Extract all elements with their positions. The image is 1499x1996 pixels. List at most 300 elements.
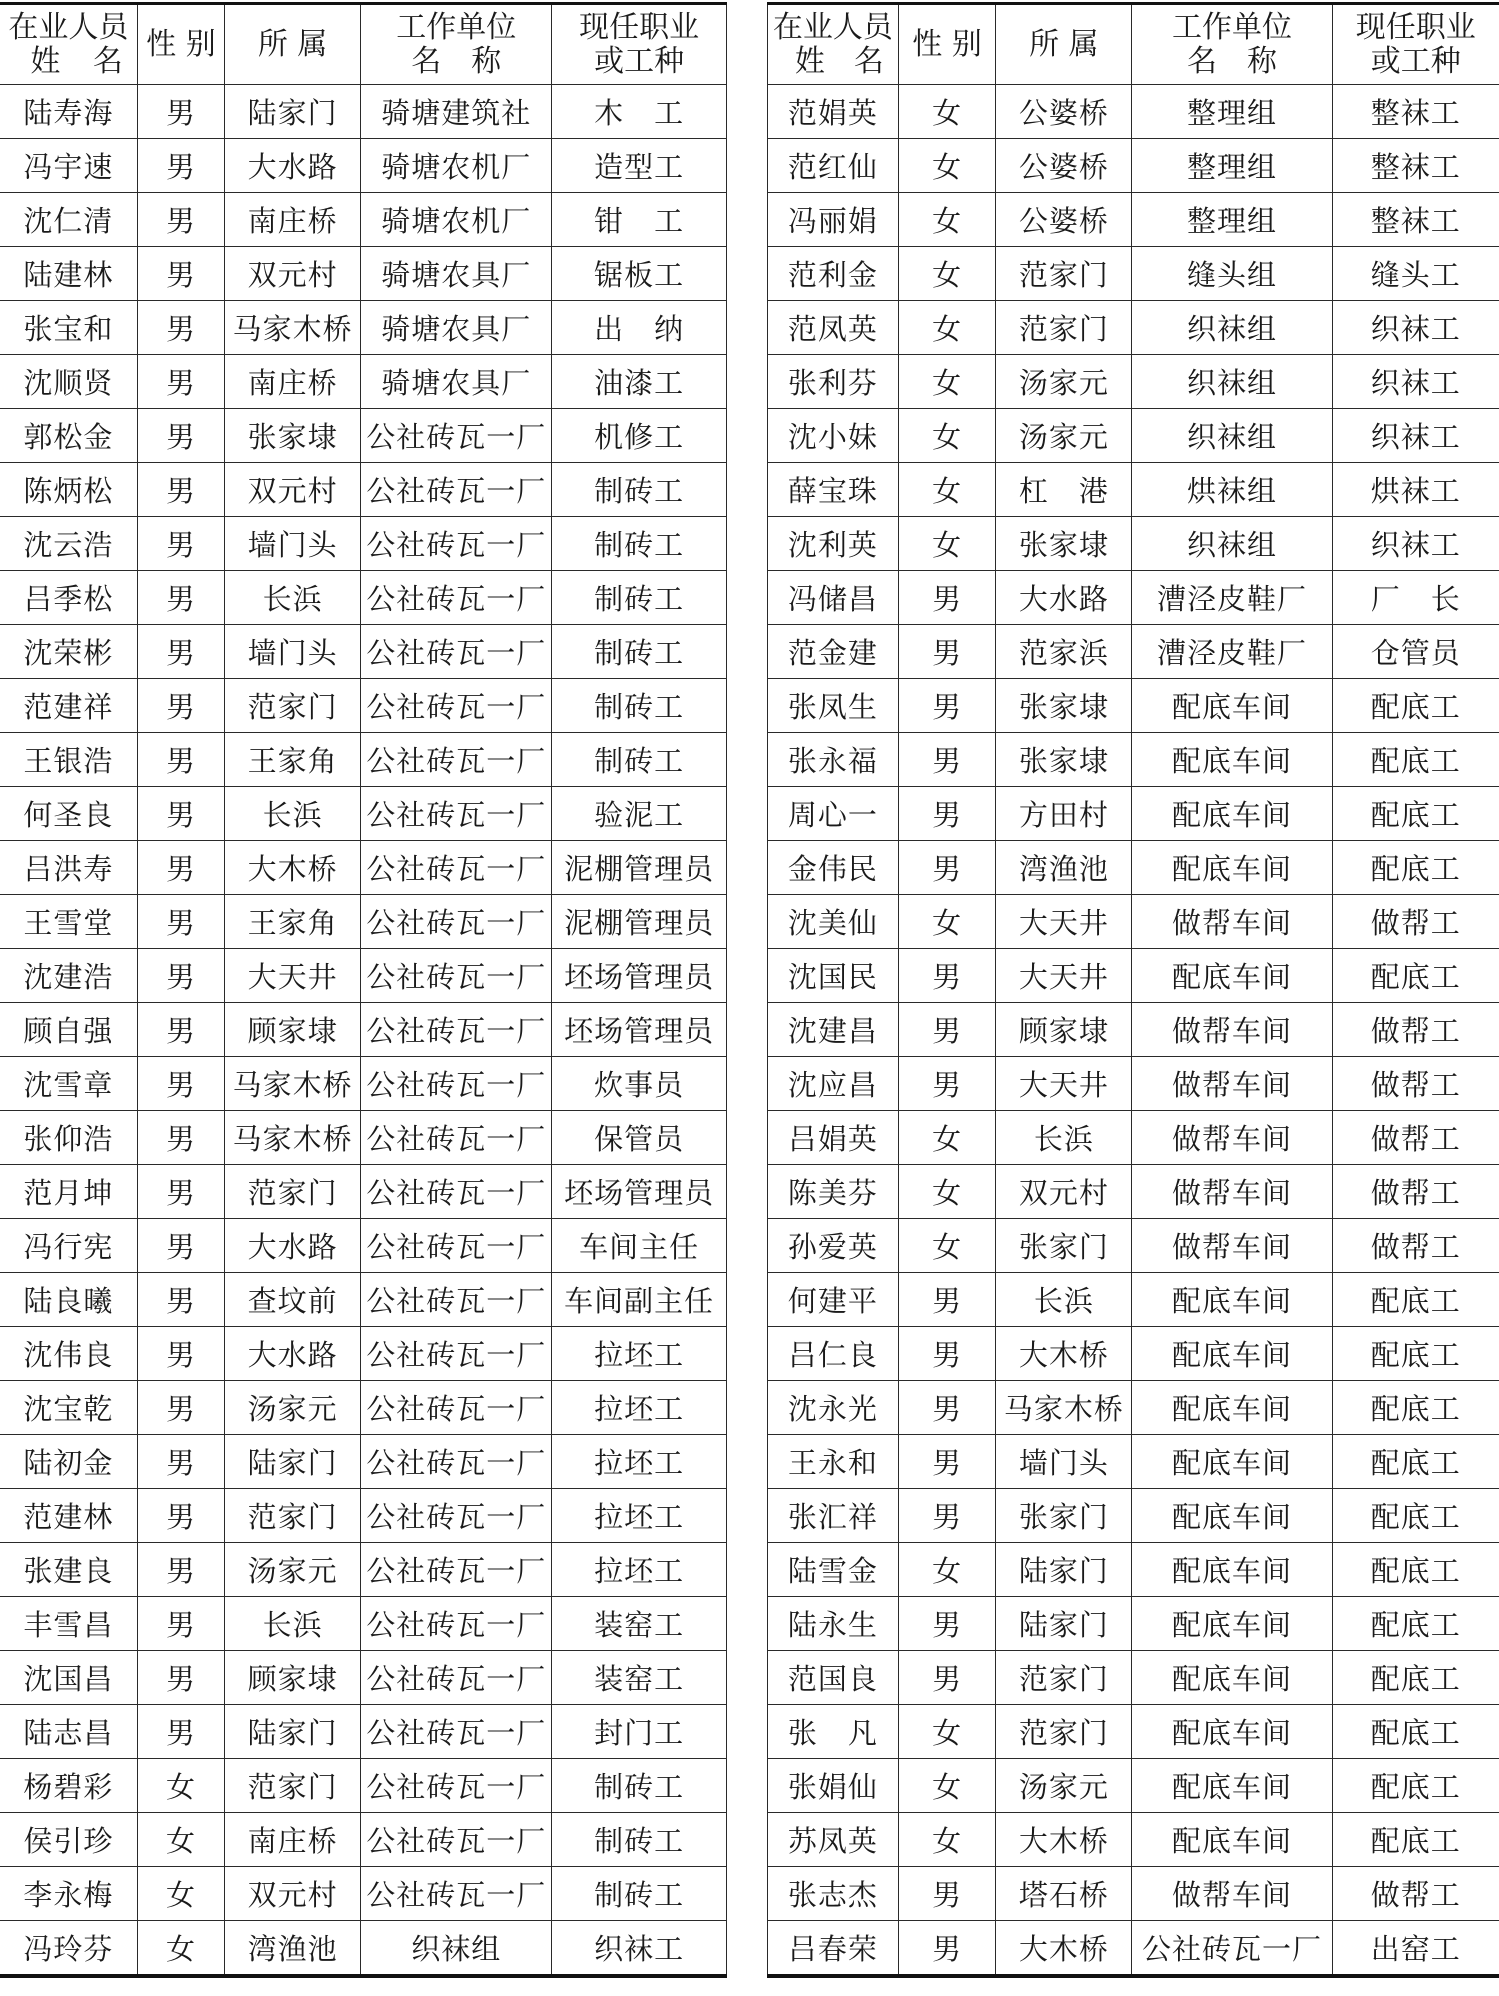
cell-gender: 女: [137, 1813, 224, 1867]
cell-unit: 公社砖瓦一厂: [361, 733, 552, 787]
cell-unit: 公社砖瓦一厂: [361, 625, 552, 679]
cell-name-right: 陆永生: [767, 1597, 898, 1651]
header-unit-right: 工作单位 名 称: [1132, 4, 1332, 85]
cell-place: 马家木桥: [225, 1111, 361, 1165]
cell-place: 马家木桥: [225, 301, 361, 355]
column-gap: [726, 247, 767, 301]
cell-job-right: 缝头工: [1332, 247, 1499, 301]
table-row: [0, 571, 1499, 625]
table-row: [0, 1543, 1499, 1597]
cell-place-right: 范家门: [996, 1705, 1132, 1759]
column-gap: [726, 895, 767, 949]
cell-gender-right: 女: [898, 139, 996, 193]
cell-unit: 骑塘农机厂: [361, 139, 552, 193]
cell-gender-right: 男: [898, 1651, 996, 1705]
cell-gender: 男: [137, 1219, 224, 1273]
table-row: [0, 1489, 1499, 1543]
cell-gender: 男: [137, 1057, 224, 1111]
cell-job: 锯板工: [552, 247, 727, 301]
cell-unit: 公社砖瓦一厂: [361, 517, 552, 571]
cell-unit-right: 配底车间: [1132, 1651, 1332, 1705]
cell-place: 大天井: [225, 949, 361, 1003]
cell-name: 沈荣彬: [0, 625, 137, 679]
cell-gender-right: 男: [898, 571, 996, 625]
cell-job-right: 配底工: [1332, 679, 1499, 733]
column-gap: [726, 517, 767, 571]
cell-unit: 公社砖瓦一厂: [361, 1867, 552, 1921]
cell-gender-right: 男: [898, 787, 996, 841]
cell-job-right: 配底工: [1332, 1327, 1499, 1381]
cell-job-right: 配底工: [1332, 733, 1499, 787]
cell-unit: 骑塘建筑社: [361, 85, 552, 139]
cell-name-right: 吕春荣: [767, 1921, 898, 1977]
cell-job: 出 纳: [552, 301, 727, 355]
table-row: [0, 139, 1499, 193]
column-gap: [726, 1759, 767, 1813]
header-name: 在业人员 姓 名: [0, 4, 137, 85]
cell-unit-right: 配底车间: [1132, 1705, 1332, 1759]
cell-name-right: 张凤生: [767, 679, 898, 733]
cell-gender-right: 女: [898, 1705, 996, 1759]
column-gap: [726, 1327, 767, 1381]
cell-place-right: 汤家元: [996, 409, 1132, 463]
cell-place: 长浜: [225, 787, 361, 841]
cell-place-right: 大木桥: [996, 1327, 1132, 1381]
cell-gender: 男: [137, 1165, 224, 1219]
cell-gender-right: 女: [898, 1219, 996, 1273]
cell-unit-right: 配底车间: [1132, 841, 1332, 895]
cell-gender-right: 女: [898, 355, 996, 409]
cell-place-right: 汤家元: [996, 355, 1132, 409]
cell-unit-right: 整理组: [1132, 139, 1332, 193]
cell-unit-right: 配底车间: [1132, 1273, 1332, 1327]
cell-gender-right: 女: [898, 1111, 996, 1165]
table-row: [0, 1759, 1499, 1813]
cell-place-right: 范家门: [996, 1651, 1132, 1705]
cell-place: 范家门: [225, 1489, 361, 1543]
cell-unit-right: 整理组: [1132, 85, 1332, 139]
column-gap: [726, 1003, 767, 1057]
cell-unit: 公社砖瓦一厂: [361, 409, 552, 463]
cell-job-right: 烘袜工: [1332, 463, 1499, 517]
cell-gender: 男: [137, 1003, 224, 1057]
cell-place-right: 大木桥: [996, 1813, 1132, 1867]
table-row: [0, 85, 1499, 139]
cell-place-right: 张家门: [996, 1489, 1132, 1543]
cell-place-right: 杠 港: [996, 463, 1132, 517]
cell-unit: 公社砖瓦一厂: [361, 1651, 552, 1705]
cell-job-right: 配底工: [1332, 1705, 1499, 1759]
cell-job: 机修工: [552, 409, 727, 463]
cell-job: 制砖工: [552, 571, 727, 625]
table-row: [0, 193, 1499, 247]
personnel-table: [0, 2, 1499, 1978]
cell-name: 张宝和: [0, 301, 137, 355]
cell-job-right: 做帮工: [1332, 1111, 1499, 1165]
cell-job: 制砖工: [552, 1867, 727, 1921]
cell-job-right: 整袜工: [1332, 85, 1499, 139]
cell-job: 制砖工: [552, 463, 727, 517]
column-gap: [726, 1867, 767, 1921]
cell-job: 拉坯工: [552, 1489, 727, 1543]
cell-place: 汤家元: [225, 1543, 361, 1597]
cell-name: 沈云浩: [0, 517, 137, 571]
cell-job: 拉坯工: [552, 1327, 727, 1381]
column-gap: [726, 193, 767, 247]
cell-job-right: 配底工: [1332, 1543, 1499, 1597]
column-gap: [726, 949, 767, 1003]
cell-name: 陆初金: [0, 1435, 137, 1489]
table-row: [0, 301, 1499, 355]
cell-job-right: 配底工: [1332, 1597, 1499, 1651]
cell-place-right: 汤家元: [996, 1759, 1132, 1813]
column-gap: [726, 1219, 767, 1273]
column-gap: [726, 787, 767, 841]
cell-unit-right: 配底车间: [1132, 1327, 1332, 1381]
cell-name-right: 沈国民: [767, 949, 898, 1003]
cell-gender-right: 女: [898, 1813, 996, 1867]
cell-job-right: 整袜工: [1332, 193, 1499, 247]
cell-unit: 公社砖瓦一厂: [361, 571, 552, 625]
cell-name: 郭松金: [0, 409, 137, 463]
cell-unit: 织袜组: [361, 1921, 552, 1977]
table-row: [0, 1381, 1499, 1435]
cell-name-right: 沈美仙: [767, 895, 898, 949]
cell-name: 张仰浩: [0, 1111, 137, 1165]
cell-job-right: 配底工: [1332, 949, 1499, 1003]
cell-place-right: 公婆桥: [996, 85, 1132, 139]
cell-name-right: 孙爱英: [767, 1219, 898, 1273]
cell-place: 王家角: [225, 895, 361, 949]
cell-unit: 公社砖瓦一厂: [361, 1381, 552, 1435]
cell-name: 侯引珍: [0, 1813, 137, 1867]
cell-name: 王银浩: [0, 733, 137, 787]
table-row: [0, 841, 1499, 895]
cell-name: 张建良: [0, 1543, 137, 1597]
cell-job-right: 做帮工: [1332, 1867, 1499, 1921]
cell-gender-right: 女: [898, 1543, 996, 1597]
cell-place-right: 范家门: [996, 247, 1132, 301]
header-job: 现任职业 或工种: [552, 4, 727, 85]
cell-place: 马家木桥: [225, 1057, 361, 1111]
cell-job-right: 织袜工: [1332, 409, 1499, 463]
cell-name-right: 陈美芬: [767, 1165, 898, 1219]
cell-job: 装窑工: [552, 1597, 727, 1651]
cell-job-right: 配底工: [1332, 841, 1499, 895]
cell-gender: 男: [137, 841, 224, 895]
cell-unit-right: 配底车间: [1132, 1381, 1332, 1435]
cell-gender-right: 女: [898, 1759, 996, 1813]
header-row: [0, 4, 1499, 85]
cell-job: 制砖工: [552, 625, 727, 679]
cell-job-right: 配底工: [1332, 787, 1499, 841]
cell-job: 织袜工: [552, 1921, 727, 1977]
table-row: [0, 1921, 1499, 1977]
table-row: [0, 1111, 1499, 1165]
cell-name-right: 冯丽娟: [767, 193, 898, 247]
cell-gender: 男: [137, 733, 224, 787]
cell-place: 大水路: [225, 139, 361, 193]
cell-gender-right: 男: [898, 679, 996, 733]
header-unit: 工作单位 名 称: [361, 4, 552, 85]
column-gap: [726, 409, 767, 463]
cell-unit: 骑塘农具厂: [361, 355, 552, 409]
cell-place: 陆家门: [225, 85, 361, 139]
table-row: [0, 679, 1499, 733]
cell-gender: 男: [137, 1111, 224, 1165]
cell-name: 沈宝乾: [0, 1381, 137, 1435]
cell-gender: 男: [137, 1705, 224, 1759]
cell-gender: 男: [137, 1543, 224, 1597]
header-place: 所 属: [225, 4, 361, 85]
cell-gender: 女: [137, 1759, 224, 1813]
cell-place-right: 湾渔池: [996, 841, 1132, 895]
cell-job-right: 做帮工: [1332, 1003, 1499, 1057]
column-gap: [726, 733, 767, 787]
column-gap: [726, 355, 767, 409]
personnel-table-page: [0, 2, 1499, 1978]
column-gap: [726, 1921, 767, 1977]
cell-job-right: 配底工: [1332, 1651, 1499, 1705]
cell-unit-right: 配底车间: [1132, 679, 1332, 733]
cell-name: 陈炳松: [0, 463, 137, 517]
table-row: [0, 355, 1499, 409]
cell-name-right: 范利金: [767, 247, 898, 301]
cell-unit-right: 做帮车间: [1132, 895, 1332, 949]
cell-job: 坯场管理员: [552, 1165, 727, 1219]
cell-place: 顾家埭: [225, 1003, 361, 1057]
cell-job-right: 做帮工: [1332, 1165, 1499, 1219]
cell-job: 坯场管理员: [552, 949, 727, 1003]
cell-gender-right: 男: [898, 1597, 996, 1651]
cell-unit: 公社砖瓦一厂: [361, 1813, 552, 1867]
column-gap: [726, 301, 767, 355]
cell-gender: 女: [137, 1921, 224, 1977]
table-row: [0, 1057, 1499, 1111]
cell-job-right: 仓管员: [1332, 625, 1499, 679]
column-gap: [726, 1543, 767, 1597]
cell-place: 墙门头: [225, 625, 361, 679]
cell-name: 何圣良: [0, 787, 137, 841]
cell-job: 泥棚管理员: [552, 841, 727, 895]
cell-name: 沈建浩: [0, 949, 137, 1003]
table-row: [0, 1813, 1499, 1867]
column-gap: [726, 139, 767, 193]
cell-gender: 男: [137, 193, 224, 247]
table-row: [0, 1651, 1499, 1705]
cell-name-right: 张利芬: [767, 355, 898, 409]
cell-unit: 公社砖瓦一厂: [361, 679, 552, 733]
cell-name: 陆寿海: [0, 85, 137, 139]
cell-job: 造型工: [552, 139, 727, 193]
cell-place: 双元村: [225, 1867, 361, 1921]
cell-unit: 公社砖瓦一厂: [361, 1165, 552, 1219]
column-gap: [726, 85, 767, 139]
cell-place-right: 陆家门: [996, 1597, 1132, 1651]
cell-place-right: 范家门: [996, 301, 1132, 355]
cell-unit: 公社砖瓦一厂: [361, 1435, 552, 1489]
cell-name: 陆良曦: [0, 1273, 137, 1327]
cell-place-right: 顾家埭: [996, 1003, 1132, 1057]
cell-gender-right: 男: [898, 1921, 996, 1977]
column-gap: [726, 1813, 767, 1867]
cell-place-right: 张家埭: [996, 517, 1132, 571]
table-row: [0, 625, 1499, 679]
cell-gender-right: 男: [898, 1435, 996, 1489]
cell-gender-right: 男: [898, 1273, 996, 1327]
header-gender-right: 性 别: [898, 4, 996, 85]
cell-gender: 男: [137, 949, 224, 1003]
cell-name: 杨碧彩: [0, 1759, 137, 1813]
table-row: [0, 1705, 1499, 1759]
cell-gender-right: 男: [898, 1381, 996, 1435]
cell-gender: 男: [137, 1651, 224, 1705]
cell-name-right: 苏凤英: [767, 1813, 898, 1867]
column-gap: [726, 1165, 767, 1219]
cell-gender-right: 男: [898, 1327, 996, 1381]
cell-unit-right: 做帮车间: [1132, 1003, 1332, 1057]
cell-job: 制砖工: [552, 1813, 727, 1867]
cell-place: 大水路: [225, 1327, 361, 1381]
cell-gender-right: 女: [898, 517, 996, 571]
cell-unit-right: 配底车间: [1132, 1543, 1332, 1597]
cell-name-right: 沈应昌: [767, 1057, 898, 1111]
cell-job-right: 做帮工: [1332, 1057, 1499, 1111]
cell-gender: 男: [137, 463, 224, 517]
cell-gender: 男: [137, 625, 224, 679]
column-gap: [726, 625, 767, 679]
cell-name-right: 薛宝珠: [767, 463, 898, 517]
cell-job-right: 出窑工: [1332, 1921, 1499, 1977]
cell-unit-right: 缝头组: [1132, 247, 1332, 301]
cell-place: 大木桥: [225, 841, 361, 895]
cell-unit-right: 织袜组: [1132, 355, 1332, 409]
cell-place: 双元村: [225, 247, 361, 301]
cell-unit: 公社砖瓦一厂: [361, 1489, 552, 1543]
cell-unit: 公社砖瓦一厂: [361, 1111, 552, 1165]
table-row: [0, 895, 1499, 949]
cell-name-right: 金伟民: [767, 841, 898, 895]
cell-job: 坯场管理员: [552, 1003, 727, 1057]
cell-job: 拉坯工: [552, 1543, 727, 1597]
table-row: [0, 1003, 1499, 1057]
column-gap: [726, 679, 767, 733]
cell-gender-right: 男: [898, 625, 996, 679]
table-row: [0, 787, 1499, 841]
table-row: [0, 949, 1499, 1003]
cell-name: 冯宇速: [0, 139, 137, 193]
cell-name: 沈仁清: [0, 193, 137, 247]
cell-job-right: 织袜工: [1332, 517, 1499, 571]
cell-job-right: 配底工: [1332, 1759, 1499, 1813]
cell-gender: 男: [137, 1435, 224, 1489]
cell-gender: 男: [137, 1327, 224, 1381]
cell-gender-right: 女: [898, 85, 996, 139]
cell-name: 吕洪寿: [0, 841, 137, 895]
cell-name: 沈伟良: [0, 1327, 137, 1381]
cell-place: 范家门: [225, 679, 361, 733]
cell-gender-right: 女: [898, 463, 996, 517]
cell-place: 顾家埭: [225, 1651, 361, 1705]
cell-place: 双元村: [225, 463, 361, 517]
cell-unit: 公社砖瓦一厂: [361, 1543, 552, 1597]
cell-unit-right: 配底车间: [1132, 1597, 1332, 1651]
cell-gender-right: 男: [898, 1057, 996, 1111]
cell-gender-right: 女: [898, 895, 996, 949]
cell-job: 制砖工: [552, 1759, 727, 1813]
cell-unit-right: 做帮车间: [1132, 1111, 1332, 1165]
column-gap: [726, 1705, 767, 1759]
cell-unit: 公社砖瓦一厂: [361, 1597, 552, 1651]
cell-name-right: 范金建: [767, 625, 898, 679]
cell-unit: 公社砖瓦一厂: [361, 841, 552, 895]
cell-unit-right: 公社砖瓦一厂: [1132, 1921, 1332, 1977]
cell-gender: 男: [137, 139, 224, 193]
cell-name-right: 周心一: [767, 787, 898, 841]
cell-name: 陆建林: [0, 247, 137, 301]
cell-job: 保管员: [552, 1111, 727, 1165]
cell-name-right: 王永和: [767, 1435, 898, 1489]
cell-gender: 男: [137, 895, 224, 949]
cell-job: 炊事员: [552, 1057, 727, 1111]
column-gap: [726, 1381, 767, 1435]
cell-unit-right: 做帮车间: [1132, 1057, 1332, 1111]
cell-place-right: 陆家门: [996, 1543, 1132, 1597]
cell-unit-right: 配底车间: [1132, 1759, 1332, 1813]
cell-job: 装窑工: [552, 1651, 727, 1705]
cell-unit: 骑塘农具厂: [361, 247, 552, 301]
cell-place: 南庄桥: [225, 355, 361, 409]
cell-unit-right: 漕泾皮鞋厂: [1132, 571, 1332, 625]
cell-name: 丰雪昌: [0, 1597, 137, 1651]
cell-gender: 男: [137, 679, 224, 733]
cell-place: 范家门: [225, 1165, 361, 1219]
cell-name: 冯玲芬: [0, 1921, 137, 1977]
cell-name-right: 范娟英: [767, 85, 898, 139]
cell-gender: 男: [137, 1273, 224, 1327]
cell-unit: 公社砖瓦一厂: [361, 895, 552, 949]
cell-place: 大水路: [225, 1219, 361, 1273]
cell-name: 顾自强: [0, 1003, 137, 1057]
cell-job: 拉坯工: [552, 1381, 727, 1435]
table-row: [0, 1273, 1499, 1327]
cell-name-right: 张永福: [767, 733, 898, 787]
cell-job: 制砖工: [552, 733, 727, 787]
cell-unit: 骑塘农机厂: [361, 193, 552, 247]
table-row: [0, 409, 1499, 463]
cell-place: 查坟前: [225, 1273, 361, 1327]
cell-place: 南庄桥: [225, 1813, 361, 1867]
cell-name-right: 张汇祥: [767, 1489, 898, 1543]
cell-gender-right: 男: [898, 841, 996, 895]
cell-name: 王雪堂: [0, 895, 137, 949]
cell-gender-right: 男: [898, 1489, 996, 1543]
cell-unit-right: 织袜组: [1132, 409, 1332, 463]
cell-place-right: 方田村: [996, 787, 1132, 841]
table-row: [0, 247, 1499, 301]
cell-gender-right: 男: [898, 1867, 996, 1921]
cell-place: 张家埭: [225, 409, 361, 463]
table-row: [0, 1165, 1499, 1219]
cell-unit: 公社砖瓦一厂: [361, 787, 552, 841]
cell-place-right: 张家埭: [996, 733, 1132, 787]
table-row: [0, 1219, 1499, 1273]
cell-unit: 公社砖瓦一厂: [361, 1759, 552, 1813]
cell-place: 南庄桥: [225, 193, 361, 247]
cell-name-right: 范红仙: [767, 139, 898, 193]
cell-place-right: 长浜: [996, 1273, 1132, 1327]
cell-place-right: 塔石桥: [996, 1867, 1132, 1921]
